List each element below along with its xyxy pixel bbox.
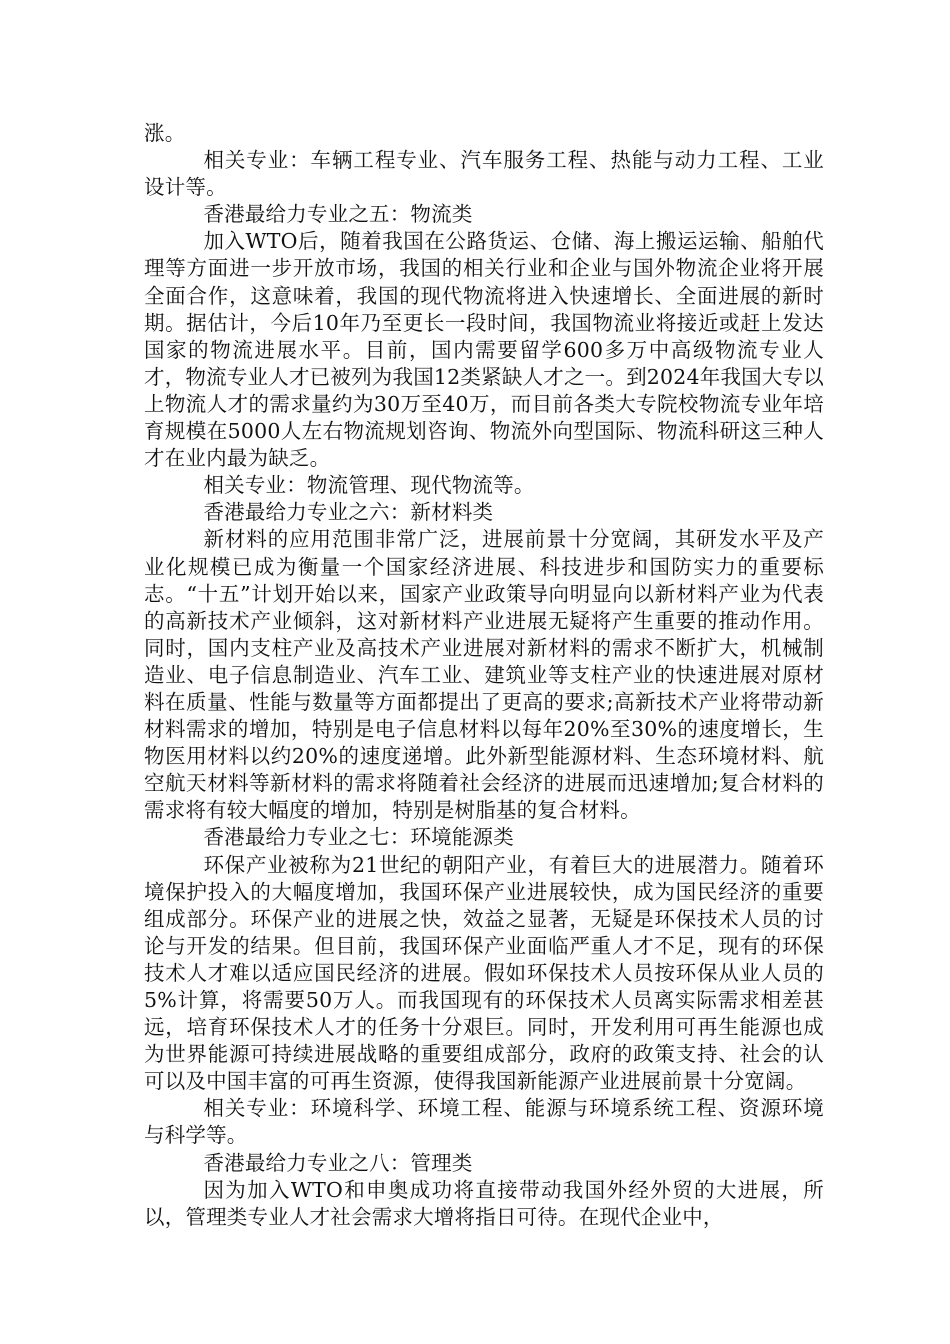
- paragraph-new-materials: 新材料的应用范围非常广泛，进展前景十分宽阔，其研发水平及产业化规模已成为衡量一个国家经济进展、科技进步和国防实力的重要标志。“十五”计划开始以来，国家产业政策导向明显向以新材料产业为代表的高新技术产业倾斜，这对新材料产业进展无疑将产生重要的推动作用。同时，国内支柱产业及高技术产业进展对新材料的需求不断扩大，机械制造业、电子信息制造业、汽车工业、建筑业等支柱产业的快速进展对原材料在质量、性能与数量等方面都提出了更高的要求;高新技术产业将带动新材料需求的增加，特别是电子信息材料以每年20%至30%的速度增长，生物医用材料以约20%的速度递增。此外新型能源材料、生态环境材料、航空航天材料等新材料的需求将随着社会经济的进展而迅速增加;复合材料的需求将有较大幅度的增加，特别是树脂基的复合材料。: [144, 527, 824, 823]
- related-majors-environment: 相关专业：环境科学、环境工程、能源与环境系统工程、资源环境与科学等。: [144, 1096, 824, 1148]
- section-heading-management: 香港最给力专业之八：管理类: [203, 1150, 473, 1175]
- section-heading-logistics: 香港最给力专业之五：物流类: [203, 202, 473, 227]
- section-heading-environment-energy: 香港最给力专业之七：环境能源类: [203, 825, 514, 850]
- paragraph-continuation: 涨。: [144, 121, 186, 145]
- related-majors-logistics: 相关专业：物流管理、现代物流等。: [203, 473, 535, 498]
- paragraph-logistics: 加入WTO后，随着我国在公路货运、仓储、海上搬运运输、船舶代理等方面进一步开放市场，我国的相关行业和企业与国外物流企业将开展全面合作，这意味着，我国的现代物流将进入快速增长、全面进展的新时期。据估计，今后10年乃至更长一段时间，我国物流业将接近或赶上发达国家的物流进展水平。目前，国内需要留学600多万中高级物流专业人才，物流专业人才已被列为我国12类紧缺人才之一。到2024年我国大专以上物流人才的需求量约为30万至40万，而目前各类大专院校物流专业年培育规模在5000人左右物流规划咨询、物流外向型国际、物流科研这三种人才在业内最为缺乏。: [144, 229, 824, 471]
- related-majors-automotive: 相关专业：车辆工程专业、汽车服务工程、热能与动力工程、工业设计等。: [144, 148, 824, 200]
- section-heading-new-materials: 香港最给力专业之六：新材料类: [203, 500, 494, 525]
- paragraph-environment-energy: 环保产业被称为21世纪的朝阳产业，有着巨大的进展潜力。随着环境保护投入的大幅度增加，我国环保产业进展较快，成为国民经济的重要组成部分。环保产业的进展之快，效益之显著，无疑是环保技术人员的讨论与开发的结果。但目前，我国环保产业面临严重人才不足，现有的环保技术人才难以适应国民经济的进展。假如环保技术人员按环保从业人员的5%计算，将需要50万人。而我国现有的环保技术人员离实际需求相差甚远，培育环保技术人才的任务十分艰巨。同时，开发利用可再生能源也成为世界能源可持续进展战略的重要组成部分，政府的政策支持、社会的认可以及中国丰富的可再生资源，使得我国新能源产业进展前景十分宽阔。: [144, 852, 824, 1094]
- paragraph-management: 因为加入WTO和申奥成功将直接带动我国外经外贸的大进展，所以，管理类专业人才社会需求大增将指日可待。在现代企业中，: [144, 1177, 824, 1229]
- document-page: [144, 120, 824, 1231]
